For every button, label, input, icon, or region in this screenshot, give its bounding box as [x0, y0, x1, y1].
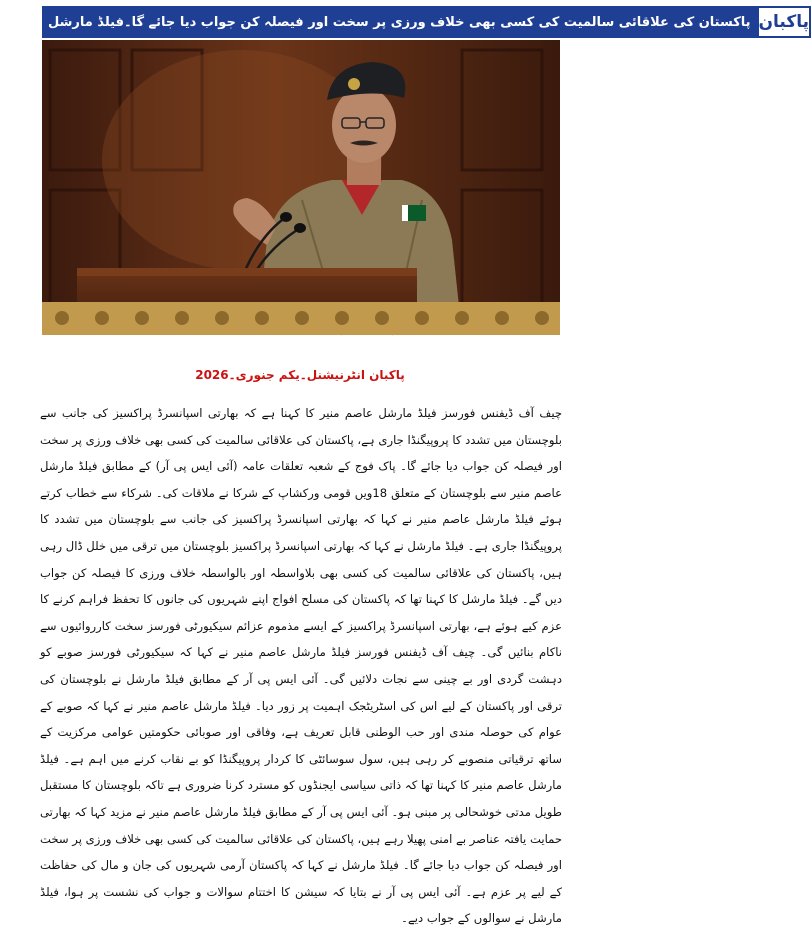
article-body	[40, 400, 562, 932]
page-header	[42, 6, 810, 38]
news-photo	[42, 40, 560, 335]
speaker-illustration	[42, 40, 560, 335]
article-paragraph: چیف آف ڈیفنس فورسز فیلڈ مارشل عاصم منیر کا کہنا ہے کہ بھارتی اسپانسرڈ پراکسیز کی جانب سے بلوچستان میں تشدد کا پروپیگنڈا جاری ہے، پاکستان کی علاقائی سالمیت کی کسی بھی خلاف ورزی پر سخت اور فیصلہ کن جواب دیا جائے گا۔ پاک فوج کے شعبہ تعلقات عامہ (آئی ایس پی آر) کے مطابق فیلڈ مارشل عاصم منیر سے بلوچستان کے متعلق 18ویں قومی ورکشاپ کے شرکا نے ملاقات کی۔ شرکاء سے خطاب کرتے ہوئے فیلڈ مارشل عاصم منیر نے کہا کہ بھارتی اسپانسرڈ پراکسیز کی جانب سے بلوچستان میں تشدد کا پروپیگنڈا جاری ہے۔ فیلڈ مارشل نے کہا کہ بھارتی اسپانسرڈ پراکسیز بلوچستان میں ترقی میں خلل ڈال رہی ہیں، پاکستان کی علاقائی سالمیت کی کسی بھی بلاواسطہ اور بالواسطہ خلاف ورزی کا فیصلہ کن جواب دیں گے۔ فیلڈ مارشل کا کہنا تھا کہ پاکستان کی مسلح افواج اپنے شہریوں کی جانوں کا تحفظ فراہم کرنے کا عزم کیے ہوئے ہے، بھارتی اسپانسرڈ پراکسیز کے ایسے مذموم عزائم سیکیورٹی فورسز سخت کارروائیوں سے ناکام بنائیں گی۔ چیف آف ڈیفنس فورسز فیلڈ مارشل عاصم منیر نے کہا کہ سیکیورٹی فورسز صوبے کو دہشت گردی اور بے چینی سے نجات دلائیں گی۔ آئی ایس پی آر کے مطابق فیلڈ مارشل نے بلوچستان کی ترقی اور پاکستان کے لیے اس کی اسٹریٹجک اہمیت پر زور دیا۔ فیلڈ مارشل عاصم منیر نے کہا کہ صوبے کے عوام کی حوصلہ مندی اور حب الوطنی قابل تعریف ہے، وفاقی اور صوبائی حکومتیں عوامی مرکزیت کے ساتھ ترقیاتی منصوبے کر رہی ہیں، سول سوسائٹی کا کردار پروپیگنڈا کو بے نقاب کرنے میں اہم ہے۔ فیلڈ مارشل عاصم منیر کا کہنا تھا کہ ذاتی سیاسی ایجنڈوں کو مسترد کرنا ضروری ہے تاکہ بلوچستان کا مستقبل طویل مدتی خوشحالی پر مبنی ہو۔ آئی ایس پی آر کے مطابق فیلڈ مارشل عاصم منیر نے مزید کہا کہ بھارتی حمایت یافتہ عناصر بے امنی پھیلا رہے ہیں، پاکستان کی علاقائی سالمیت کی کسی بھی خلاف ورزی پر سخت اور فیصلہ کن جواب دیا جائے گا۔ فیلڈ مارشل نے کہا کہ پاکستان آرمی شہریوں کی جان و مال کی حفاظت کے لیے پر عزم ہے۔ آئی ایس پی آر نے بتایا کہ سیشن کا اختتام سوالات و جواب کی نشست پر ہوا، فیلڈ مارشل نے سوالوں کے جواب دیے۔	[40, 406, 562, 926]
headline: پاکستان کی علاقائی سالمیت کی کسی بھی خلاف ورزی پر سخت اور فیصلہ کن جواب دیا جائے گا۔فیلڈ مارشل	[42, 6, 757, 38]
dateline: پاکبان انٹرنیشنل۔یکم جنوری۔2026	[195, 368, 405, 382]
brand-logo: پاکبان	[757, 6, 811, 38]
